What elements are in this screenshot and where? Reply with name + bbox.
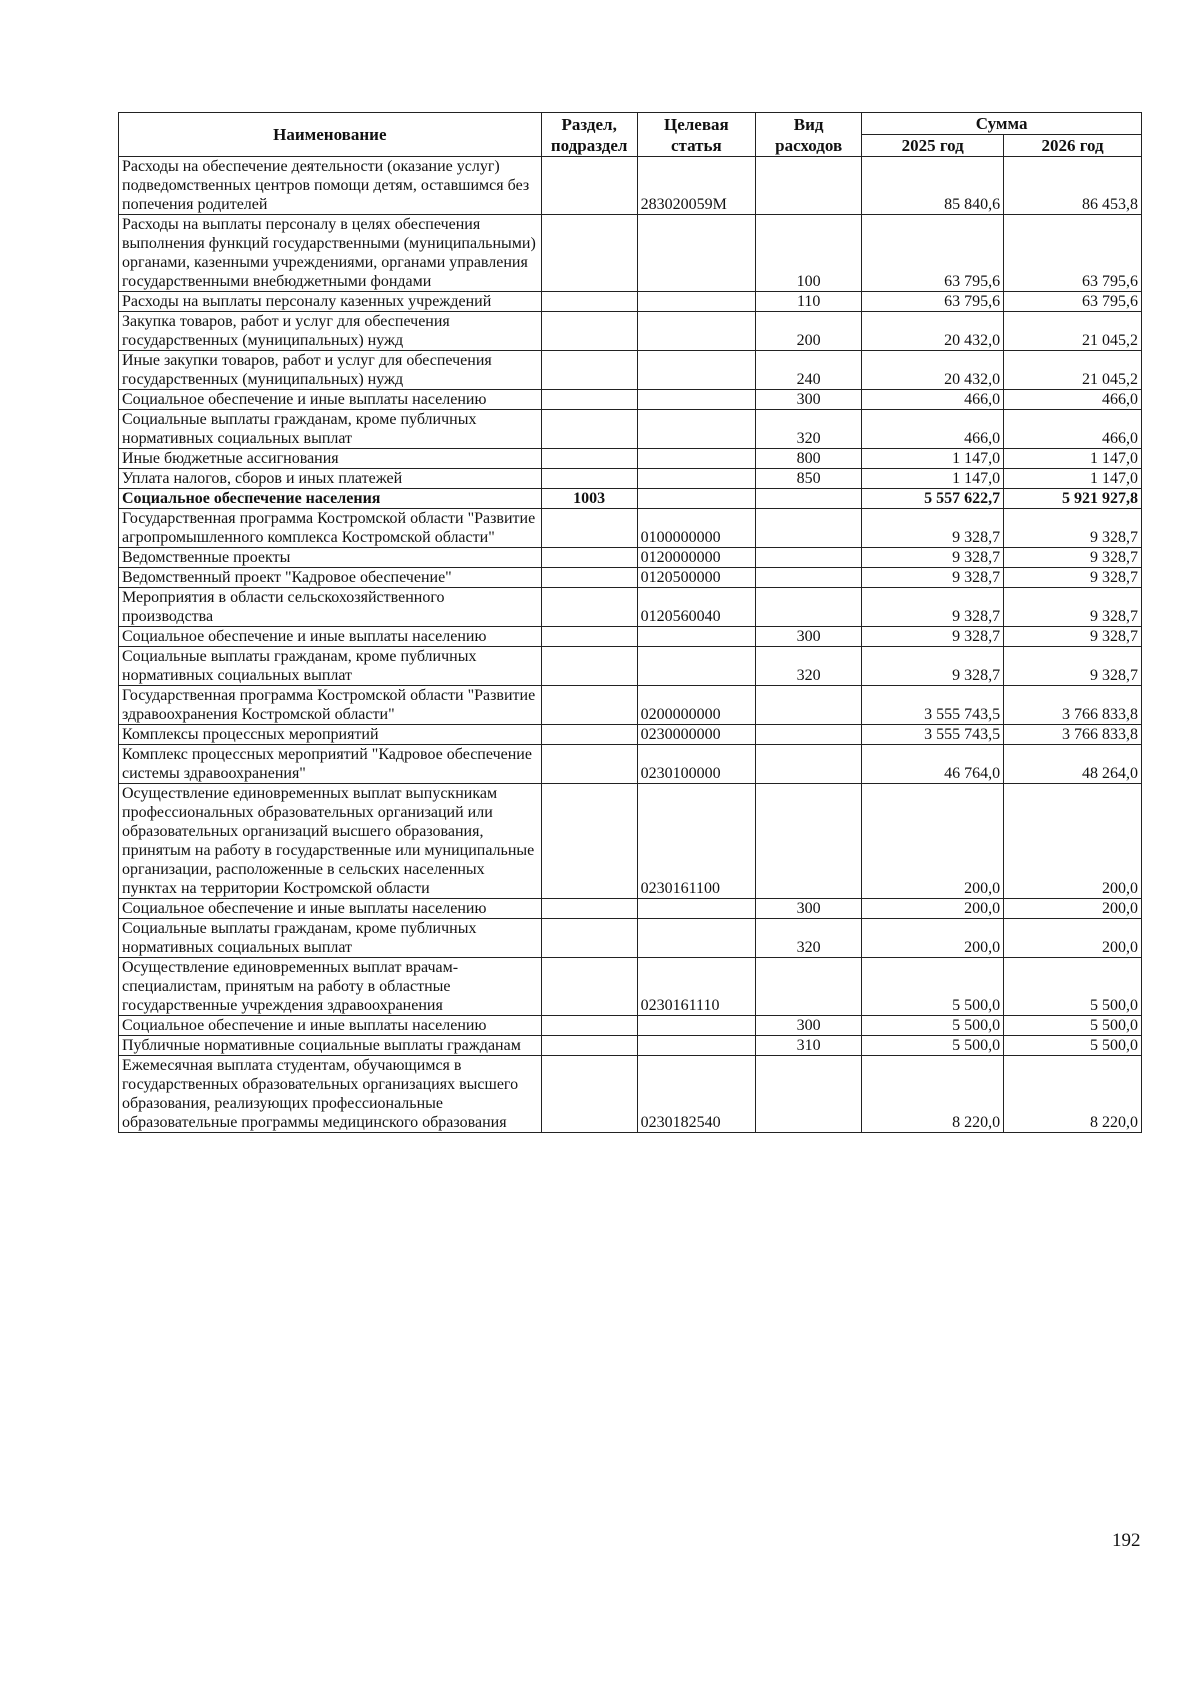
cell-sum-2025: 5 500,0	[862, 958, 1004, 1016]
cell-sum-2026: 200,0	[1004, 784, 1142, 899]
cell-section	[541, 390, 637, 410]
cell-section	[541, 1016, 637, 1036]
cell-section: 1003	[541, 489, 637, 509]
cell-target-code	[637, 351, 755, 390]
cell-sum-2025: 9 328,7	[862, 627, 1004, 647]
cell-section	[541, 784, 637, 899]
header-year-2025: 2025 год	[862, 135, 1004, 157]
cell-target-code	[637, 1016, 755, 1036]
cell-name: Расходы на выплаты персоналу казенных учреждений	[119, 292, 542, 312]
cell-expense-type: 850	[756, 469, 862, 489]
table-row	[119, 899, 1142, 919]
cell-sum-2026: 63 795,6	[1004, 292, 1142, 312]
cell-sum-2025: 20 432,0	[862, 312, 1004, 351]
cell-sum-2026: 5 500,0	[1004, 1036, 1142, 1056]
cell-name: Осуществление единовременных выплат выпускникам профессиональных образовательных организаций или образовательных организаций высшего образования, принятым на работу в государственные или муниципальные организации, расположенные в сельских населенных пунктах на территории Костромской области	[119, 784, 542, 899]
budget-table	[118, 112, 1142, 1133]
cell-section	[541, 157, 637, 215]
cell-sum-2025: 9 328,7	[862, 548, 1004, 568]
cell-sum-2026: 48 264,0	[1004, 745, 1142, 784]
table-row	[119, 509, 1142, 548]
cell-target-code: 0230161110	[637, 958, 755, 1016]
cell-section	[541, 351, 637, 390]
cell-sum-2026: 9 328,7	[1004, 509, 1142, 548]
cell-sum-2026: 8 220,0	[1004, 1056, 1142, 1133]
cell-section	[541, 627, 637, 647]
cell-section	[541, 745, 637, 784]
cell-sum-2025: 9 328,7	[862, 568, 1004, 588]
cell-sum-2026: 5 500,0	[1004, 958, 1142, 1016]
table-row	[119, 725, 1142, 745]
cell-target-code: 0120560040	[637, 588, 755, 627]
cell-name: Закупка товаров, работ и услуг для обеспечения государственных (муниципальных) нужд	[119, 312, 542, 351]
cell-expense-type	[756, 548, 862, 568]
table-body	[119, 157, 1142, 1133]
cell-name: Социальные выплаты гражданам, кроме публичных нормативных социальных выплат	[119, 919, 542, 958]
table-row	[119, 489, 1142, 509]
cell-name: Мероприятия в области сельскохозяйственного производства	[119, 588, 542, 627]
cell-target-code: 0230182540	[637, 1056, 755, 1133]
cell-name: Социальные выплаты гражданам, кроме публичных нормативных социальных выплат	[119, 647, 542, 686]
cell-expense-type	[756, 784, 862, 899]
header-target: Целевая статья	[637, 113, 755, 157]
cell-name: Расходы на обеспечение деятельности (оказание услуг) подведомственных центров помощи детям, оставшимся без попечения родителей	[119, 157, 542, 215]
table-row	[119, 1036, 1142, 1056]
table-row	[119, 410, 1142, 449]
cell-target-code	[637, 899, 755, 919]
table-row	[119, 568, 1142, 588]
cell-sum-2025: 466,0	[862, 390, 1004, 410]
cell-expense-type	[756, 509, 862, 548]
header-type: Вид расходов	[756, 113, 862, 157]
cell-sum-2026: 21 045,2	[1004, 351, 1142, 390]
cell-name: Иные бюджетные ассигнования	[119, 449, 542, 469]
cell-sum-2025: 85 840,6	[862, 157, 1004, 215]
cell-target-code: 0230161100	[637, 784, 755, 899]
cell-section	[541, 469, 637, 489]
cell-target-code	[637, 449, 755, 469]
table-row	[119, 958, 1142, 1016]
cell-expense-type: 300	[756, 627, 862, 647]
cell-expense-type	[756, 725, 862, 745]
table-row	[119, 390, 1142, 410]
cell-expense-type: 300	[756, 390, 862, 410]
cell-section	[541, 919, 637, 958]
cell-target-code: 283020059М	[637, 157, 755, 215]
cell-sum-2025: 466,0	[862, 410, 1004, 449]
cell-name: Расходы на выплаты персоналу в целях обеспечения выполнения функций государственными (муниципальными) органами, казенными учреждениями, органами управления государственными внебюджетными фондами	[119, 215, 542, 292]
cell-sum-2026: 9 328,7	[1004, 548, 1142, 568]
cell-sum-2026: 200,0	[1004, 919, 1142, 958]
table-row	[119, 469, 1142, 489]
table-row	[119, 157, 1142, 215]
cell-section	[541, 449, 637, 469]
cell-sum-2026: 86 453,8	[1004, 157, 1142, 215]
cell-expense-type: 320	[756, 919, 862, 958]
cell-expense-type	[756, 588, 862, 627]
table-row	[119, 627, 1142, 647]
cell-name: Государственная программа Костромской области "Развитие агропромышленного комплекса Костромской области"	[119, 509, 542, 548]
cell-target-code: 0200000000	[637, 686, 755, 725]
table-row	[119, 548, 1142, 568]
cell-sum-2026: 200,0	[1004, 899, 1142, 919]
cell-section	[541, 292, 637, 312]
table-row	[119, 1016, 1142, 1036]
cell-sum-2025: 8 220,0	[862, 1056, 1004, 1133]
cell-name: Ежемесячная выплата студентам, обучающимся в государственных образовательных организациях высшего образования, реализующих профессиональные образовательные программы медицинского образования	[119, 1056, 542, 1133]
cell-sum-2026: 9 328,7	[1004, 588, 1142, 627]
cell-name: Иные закупки товаров, работ и услуг для обеспечения государственных (муниципальных) нужд	[119, 351, 542, 390]
cell-sum-2026: 5 921 927,8	[1004, 489, 1142, 509]
table-row	[119, 919, 1142, 958]
table-row	[119, 1056, 1142, 1133]
cell-section	[541, 568, 637, 588]
cell-sum-2025: 1 147,0	[862, 469, 1004, 489]
cell-target-code: 0120500000	[637, 568, 755, 588]
budget-sheet	[118, 112, 1142, 1133]
cell-target-code: 0100000000	[637, 509, 755, 548]
table-row	[119, 647, 1142, 686]
cell-target-code	[637, 627, 755, 647]
cell-sum-2025: 1 147,0	[862, 449, 1004, 469]
cell-section	[541, 410, 637, 449]
cell-sum-2026: 9 328,7	[1004, 627, 1142, 647]
cell-sum-2025: 9 328,7	[862, 509, 1004, 548]
cell-sum-2026: 1 147,0	[1004, 449, 1142, 469]
cell-name: Социальное обеспечение населения	[119, 489, 542, 509]
cell-section	[541, 958, 637, 1016]
table-row	[119, 215, 1142, 292]
cell-sum-2025: 5 500,0	[862, 1016, 1004, 1036]
cell-section	[541, 312, 637, 351]
cell-sum-2025: 3 555 743,5	[862, 686, 1004, 725]
cell-sum-2025: 5 500,0	[862, 1036, 1004, 1056]
cell-section	[541, 509, 637, 548]
cell-name: Социальное обеспечение и иные выплаты населению	[119, 1016, 542, 1036]
cell-expense-type	[756, 686, 862, 725]
cell-target-code: 0230100000	[637, 745, 755, 784]
cell-target-code: 0120000000	[637, 548, 755, 568]
cell-expense-type: 800	[756, 449, 862, 469]
cell-sum-2026: 9 328,7	[1004, 568, 1142, 588]
cell-name: Осуществление единовременных выплат врачам-специалистам, принятым на работу в областные государственные учреждения здравоохранения	[119, 958, 542, 1016]
cell-section	[541, 215, 637, 292]
table-row	[119, 745, 1142, 784]
cell-section	[541, 1056, 637, 1133]
cell-target-code	[637, 647, 755, 686]
cell-sum-2026: 63 795,6	[1004, 215, 1142, 292]
header-name: Наименование	[119, 113, 542, 157]
cell-expense-type: 200	[756, 312, 862, 351]
cell-sum-2026: 9 328,7	[1004, 647, 1142, 686]
table-row	[119, 312, 1142, 351]
cell-sum-2025: 200,0	[862, 919, 1004, 958]
cell-expense-type	[756, 1056, 862, 1133]
cell-expense-type: 100	[756, 215, 862, 292]
cell-sum-2025: 200,0	[862, 899, 1004, 919]
cell-name: Социальное обеспечение и иные выплаты населению	[119, 627, 542, 647]
cell-section	[541, 725, 637, 745]
cell-section	[541, 899, 637, 919]
cell-sum-2025: 63 795,6	[862, 215, 1004, 292]
cell-name: Комплексы процессных мероприятий	[119, 725, 542, 745]
header-sum: Сумма	[862, 113, 1142, 135]
cell-target-code	[637, 1036, 755, 1056]
cell-section	[541, 686, 637, 725]
cell-sum-2025: 9 328,7	[862, 588, 1004, 627]
cell-target-code	[637, 390, 755, 410]
cell-expense-type	[756, 489, 862, 509]
cell-expense-type	[756, 745, 862, 784]
cell-section	[541, 588, 637, 627]
cell-name: Социальное обеспечение и иные выплаты населению	[119, 390, 542, 410]
cell-expense-type: 240	[756, 351, 862, 390]
table-row	[119, 449, 1142, 469]
cell-section	[541, 647, 637, 686]
cell-expense-type	[756, 157, 862, 215]
cell-sum-2026: 1 147,0	[1004, 469, 1142, 489]
cell-target-code	[637, 292, 755, 312]
cell-expense-type: 320	[756, 410, 862, 449]
table-row	[119, 686, 1142, 725]
cell-name: Публичные нормативные социальные выплаты гражданам	[119, 1036, 542, 1056]
cell-sum-2025: 5 557 622,7	[862, 489, 1004, 509]
cell-sum-2026: 3 766 833,8	[1004, 725, 1142, 745]
table-row	[119, 784, 1142, 899]
cell-sum-2026: 5 500,0	[1004, 1016, 1142, 1036]
cell-expense-type: 300	[756, 1016, 862, 1036]
cell-sum-2026: 3 766 833,8	[1004, 686, 1142, 725]
cell-name: Ведомственный проект "Кадровое обеспечение"	[119, 568, 542, 588]
cell-expense-type	[756, 568, 862, 588]
cell-section	[541, 548, 637, 568]
table-row	[119, 351, 1142, 390]
cell-sum-2025: 9 328,7	[862, 647, 1004, 686]
cell-target-code	[637, 312, 755, 351]
cell-name: Уплата налогов, сборов и иных платежей	[119, 469, 542, 489]
cell-sum-2025: 20 432,0	[862, 351, 1004, 390]
cell-sum-2025: 46 764,0	[862, 745, 1004, 784]
cell-section	[541, 1036, 637, 1056]
page-number: 192	[1112, 1530, 1141, 1551]
cell-expense-type	[756, 958, 862, 1016]
cell-name: Комплекс процессных мероприятий "Кадровое обеспечение системы здравоохранения"	[119, 745, 542, 784]
table-row	[119, 292, 1142, 312]
cell-target-code	[637, 919, 755, 958]
cell-sum-2025: 63 795,6	[862, 292, 1004, 312]
header-year-2026: 2026 год	[1004, 135, 1142, 157]
cell-name: Государственная программа Костромской области "Развитие здравоохранения Костромской области"	[119, 686, 542, 725]
cell-sum-2026: 466,0	[1004, 410, 1142, 449]
cell-expense-type: 110	[756, 292, 862, 312]
table-row	[119, 588, 1142, 627]
cell-target-code: 0230000000	[637, 725, 755, 745]
cell-expense-type: 320	[756, 647, 862, 686]
table-header	[119, 113, 1142, 157]
cell-sum-2026: 466,0	[1004, 390, 1142, 410]
cell-name: Социальное обеспечение и иные выплаты населению	[119, 899, 542, 919]
header-section: Раздел, подраздел	[541, 113, 637, 157]
cell-sum-2025: 3 555 743,5	[862, 725, 1004, 745]
cell-target-code	[637, 489, 755, 509]
cell-target-code	[637, 215, 755, 292]
cell-sum-2025: 200,0	[862, 784, 1004, 899]
cell-name: Ведомственные проекты	[119, 548, 542, 568]
cell-sum-2026: 21 045,2	[1004, 312, 1142, 351]
cell-target-code	[637, 469, 755, 489]
cell-expense-type: 310	[756, 1036, 862, 1056]
cell-expense-type: 300	[756, 899, 862, 919]
cell-name: Социальные выплаты гражданам, кроме публичных нормативных социальных выплат	[119, 410, 542, 449]
cell-target-code	[637, 410, 755, 449]
